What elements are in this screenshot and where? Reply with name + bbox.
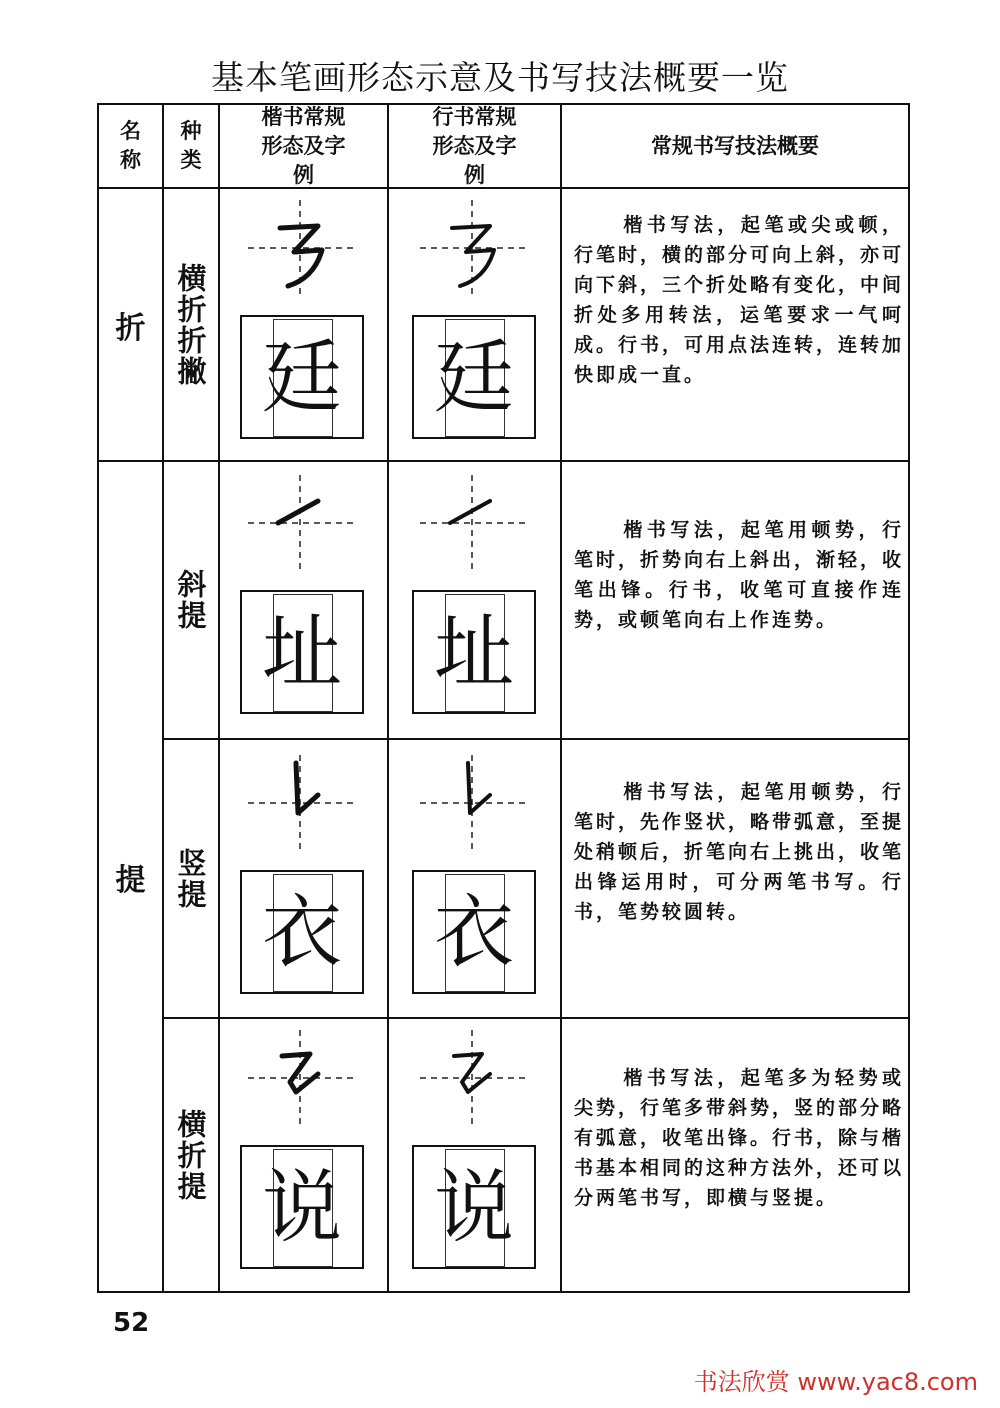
- header-xing: 行书常规形态及字例: [432, 104, 517, 187]
- page-number: 52: [113, 1308, 150, 1338]
- stroke-diagram-icon: [390, 475, 558, 575]
- stroke-diagram-icon: [390, 1030, 558, 1130]
- example-character: 址: [262, 606, 342, 699]
- description: 楷书写法，起笔用顿势，行笔时，先作竖状，略带弧意，至提处稍顿后，折笔向右上挑出，收笔出锋运用时，可分两笔书写。行书，笔势较圆转。: [574, 781, 905, 923]
- description: 楷书写法，起笔用顿势，行笔时，折势向右上斜出，渐轻，收笔出锋。行书，收笔可直接作连势，或顿笔向右上作连势。: [574, 519, 905, 631]
- character-box: [240, 315, 364, 439]
- example-character: 衣: [262, 886, 342, 979]
- divider: [99, 460, 908, 462]
- type-label: 横折提: [173, 1108, 208, 1202]
- character-box: [412, 315, 536, 439]
- divider: [560, 105, 562, 1291]
- stroke-diagram-icon: [218, 1030, 386, 1130]
- type-label: 横折折撇: [173, 262, 208, 387]
- stroke-diagram-icon: [218, 755, 386, 855]
- example-character: 廷: [262, 331, 342, 424]
- header-type: 种类: [180, 119, 202, 172]
- example-character: 说: [262, 1161, 342, 1254]
- stroke-diagram-icon: [390, 200, 558, 300]
- divider: [162, 1017, 908, 1019]
- stroke-diagram-icon: [218, 475, 386, 575]
- stroke-diagram-icon: [218, 200, 386, 300]
- row-name-zhe: 折: [115, 310, 146, 346]
- header-name: 名称: [120, 119, 141, 172]
- type-label: 斜提: [173, 569, 208, 631]
- example-character: 衣: [434, 886, 514, 979]
- character-box: [240, 870, 364, 994]
- header-tech: 常规书写技法概要: [651, 133, 819, 158]
- divider: [387, 105, 389, 1291]
- divider: [162, 738, 908, 740]
- page-title: 基本笔画形态示意及书写技法概要一览: [211, 58, 789, 97]
- header-kai: 楷书常规形态及字例: [261, 104, 346, 187]
- character-box: [412, 1145, 536, 1269]
- character-box: [412, 590, 536, 714]
- type-label: 竖提: [173, 847, 208, 910]
- row-name-ti: 提: [115, 862, 146, 898]
- stroke-diagram-icon: [390, 755, 558, 855]
- example-character: 廷: [434, 331, 514, 424]
- example-character: 址: [434, 606, 514, 699]
- example-character: 说: [434, 1161, 514, 1254]
- watermark: 书法欣赏 www.yac8.com: [693, 1368, 978, 1396]
- description: 楷书写法，起笔多为轻势或尖势，行笔多带斜势，竖的部分略有弧意，收笔出锋。行书，除与楷书基本相同的这种方法外，还可以分两笔书写，即横与竖提。: [574, 1067, 905, 1209]
- character-box: [240, 590, 364, 714]
- character-box: [240, 1145, 364, 1269]
- description: 楷书写法，起笔或尖或顿，行笔时，横的部分可向上斜，亦可向下斜，三个折处略有变化，中间折处多用转法，运笔要求一气呵成。行书，可用点法连转，连转加快即成一直。: [574, 214, 905, 386]
- character-box: [412, 870, 536, 994]
